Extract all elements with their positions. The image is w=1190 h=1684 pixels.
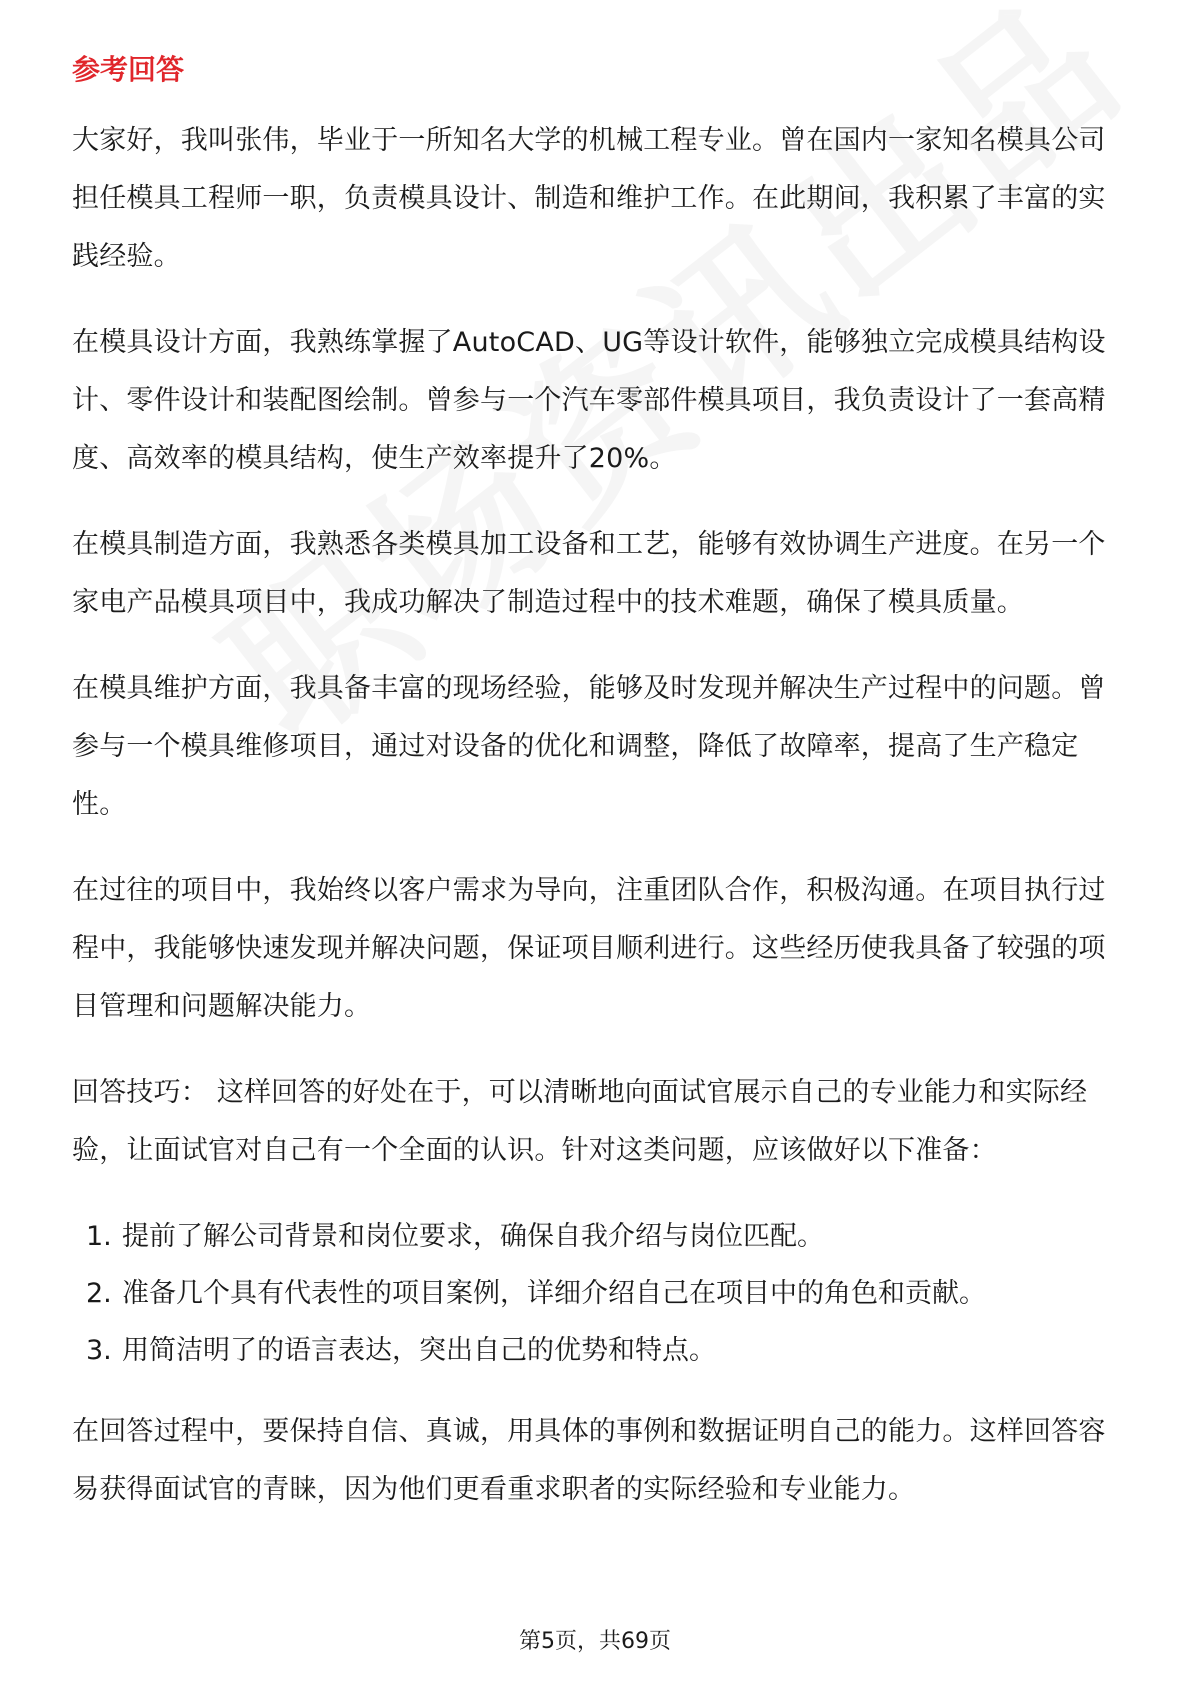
- paragraph-closing: 在回答过程中，要保持自信、真诚，用具体的事例和数据证明自己的能力。这样回答容易获得面试官的青睐，因为他们更看重求职者的实际经验和专业能力。: [72, 1416, 1106, 1505]
- list-text: 用简洁明了的语言表达，突出自己的优势和特点。: [122, 1335, 716, 1366]
- preparation-list: [72, 1208, 1122, 1379]
- list-item: [72, 1322, 1122, 1379]
- paragraph-design: 在模具设计方面，我熟练掌握了AutoCAD、UG等设计软件，能够独立完成模具结构设计、零件设计和装配图绘制。曾参与一个汽车零部件模具项目，我负责设计了一套高精度、高效率的模具结构，使生产效率提升了20%。: [72, 327, 1106, 474]
- list-item: [72, 1208, 1122, 1265]
- paragraph-projects: 在过往的项目中，我始终以客户需求为导向，注重团队合作，积极沟通。在项目执行过程中，我能够快速发现并解决问题，保证项目顺利进行。这些经历使我具备了较强的项目管理和问题解决能力。: [72, 875, 1106, 1022]
- list-number: 2.: [86, 1278, 112, 1309]
- paragraph-tips: 回答技巧： 这样回答的好处在于，可以清晰地向面试官展示自己的专业能力和实际经验，让面试官对自己有一个全面的认识。针对这类问题，应该做好以下准备：: [72, 1077, 1088, 1166]
- list-number: 3.: [86, 1335, 112, 1366]
- list-number: 1.: [86, 1221, 112, 1252]
- list-text: 准备几个具有代表性的项目案例，详细介绍自己在项目中的角色和贡献。: [122, 1278, 986, 1309]
- answer-body: [72, 112, 1122, 1547]
- section-heading: 参考回答: [72, 53, 185, 86]
- paragraph-maintenance: 在模具维护方面，我具备丰富的现场经验，能够及时发现并解决生产过程中的问题。曾参与一个模具维修项目，通过对设备的优化和调整，降低了故障率，提高了生产稳定性。: [72, 673, 1106, 820]
- paragraph-manufacturing: 在模具制造方面，我熟悉各类模具加工设备和工艺，能够有效协调生产进度。在另一个家电产品模具项目中，我成功解决了制造过程中的技术难题，确保了模具质量。: [72, 529, 1106, 618]
- page-number: 第5页，共69页: [519, 1629, 671, 1654]
- paragraph-intro: 大家好，我叫张伟，毕业于一所知名大学的机械工程专业。曾在国内一家知名模具公司担任模具工程师一职，负责模具设计、制造和维护工作。在此期间，我积累了丰富的实践经验。: [72, 125, 1106, 272]
- list-text: 提前了解公司背景和岗位要求，确保自我介绍与岗位匹配。: [122, 1221, 824, 1252]
- list-item: [72, 1265, 1122, 1322]
